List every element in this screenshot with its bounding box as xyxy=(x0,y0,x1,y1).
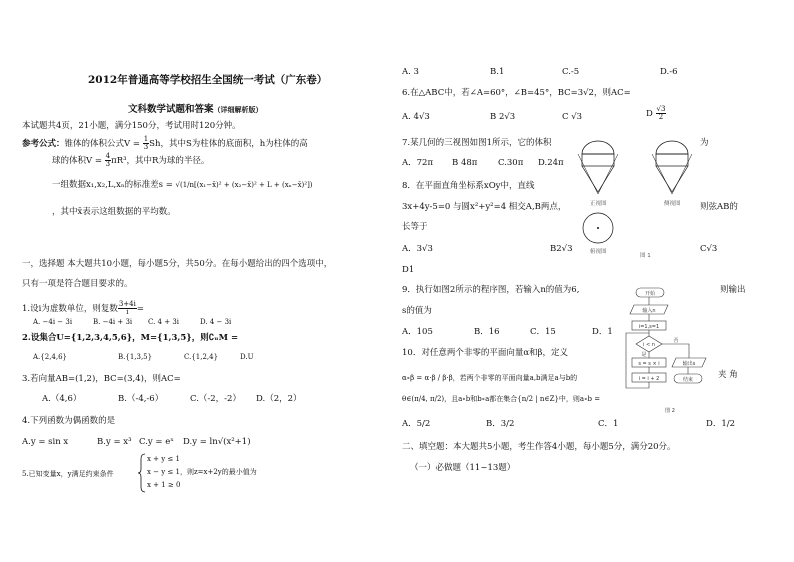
fig1-top-label: 俯视图 xyxy=(590,249,607,255)
q10-line-2: α∘β = α·β / β·β，若两个非零的平面向量a,b满足a与b的 xyxy=(402,374,578,382)
q8-line-3: 长等于 xyxy=(402,222,428,232)
intro-text: 本试题共4页，21小题，满分150分，考试用时120分钟。 xyxy=(22,121,241,131)
q5-option-b: B.1 xyxy=(490,67,505,77)
question-4: 4.下列函数为偶函数的是 xyxy=(22,416,116,426)
flow-cond: i < n xyxy=(643,342,655,348)
q1-option-b: B. −4i + 3i xyxy=(93,318,133,326)
exam-title: 2012年普通高等学校招生全国统一考试（广东卷） xyxy=(88,74,328,86)
q4-option-b: B.y = x³ xyxy=(97,437,132,447)
q7-end: 为 xyxy=(700,138,709,148)
fig1-caption: 图 1 xyxy=(640,253,651,259)
formula-std-body: √(1/n[(x₁−x̄)² + (x₂−x̄)² + L + (xₙ−x̄)²]) xyxy=(175,181,313,189)
q9-line-1: 9．执行如图2所示的程序图，若输入n的值为6, xyxy=(402,285,580,295)
formula-sphere-rest: πR³，其中R为球的半径。 xyxy=(111,156,210,166)
q2-option-a: A.{2,4,6} xyxy=(33,353,67,361)
q10-line-3: θ∈(π/4, π/2)，且a∘b和b∘a都在集合{n/2 | n∈Z}中，则a∘b = xyxy=(402,395,601,403)
q6-d-label: D xyxy=(646,109,653,119)
flow-init: i=1,s=1 xyxy=(638,324,660,330)
q8-line-2-end: 则弦AB的 xyxy=(700,202,738,212)
formula-stddev xyxy=(52,180,313,190)
q10-option-c: C．1 xyxy=(598,419,619,429)
q3-option-c: C.（-2，-2） xyxy=(190,394,241,404)
formula-cone xyxy=(22,136,308,151)
figure-2-flowchart xyxy=(620,284,720,418)
fig2-caption: 图 2 xyxy=(665,408,675,414)
q10-line-2-end: 夹 角 xyxy=(718,370,738,380)
question-1 xyxy=(22,301,144,316)
q7-option-b: B 48π xyxy=(452,158,478,168)
formula-sphere-frac: $\frac{4}{3}$ xyxy=(105,152,111,168)
question-5: 5.已知变量x，y满足约束条件 xyxy=(22,470,114,478)
q4-option-c: C.y = eˣ xyxy=(139,437,174,447)
q5-constraint-2: x − y ≤ 1，则z=x+2y的最小值为 xyxy=(147,468,257,476)
figure-1-three-views xyxy=(570,134,710,260)
flow-step2: i = i + 2 xyxy=(638,376,660,382)
q5-brace-icon xyxy=(138,453,146,493)
q8-option-d: D1 xyxy=(402,265,415,275)
formula-label: 参考公式： xyxy=(22,139,65,149)
flow-yes: 是 xyxy=(641,352,647,358)
section1-heading-l1: 一，选择题 本大题共10小题，每小题5分，共50分。在每小题给出的四个选项中， xyxy=(22,259,333,269)
formula-std-pre: 一组数据x₁,x₂,L,xₙ的标准差s = xyxy=(52,180,176,190)
exam-subtitle xyxy=(128,104,263,115)
q1-option-c: C. 4 + 3i xyxy=(148,318,180,326)
section2-subheading: （一）必做题（11~13题） xyxy=(410,463,516,473)
q3-option-b: B.（-4,-6） xyxy=(118,394,164,404)
q5-option-a: A. 3 xyxy=(402,67,419,77)
top-view-icon xyxy=(583,213,613,243)
q2-option-b: B.{1,3,5} xyxy=(118,353,153,361)
q10-line-1: 10．对任意两个非零的平面向量α和β，定义 xyxy=(402,348,568,358)
q5-constraint-3: x + 1 ≥ 0 xyxy=(147,481,181,489)
q5-constraint-1: x + y ≤ 1 xyxy=(147,455,180,463)
formula-cone-rest: Sh，其中S为柱体的底面积，h为柱体的高 xyxy=(149,139,308,149)
q5-option-c: C.-5 xyxy=(562,67,580,77)
q8-line-1: 8．在平面直角坐标系xOy中，直线 xyxy=(402,181,535,191)
formula-sphere xyxy=(52,153,209,168)
formula-sphere-pre: 球的体积V = xyxy=(52,156,105,166)
q10-option-a: A．5/2 xyxy=(402,419,431,429)
q10-option-b: B．3/2 xyxy=(486,419,515,429)
q3-option-a: A.（4,6） xyxy=(42,394,82,404)
q9-line-2: s的值为 xyxy=(402,306,432,316)
q8-option-b: B2√3 xyxy=(550,244,573,254)
q9-option-c: C．15 xyxy=(530,327,556,337)
subtitle-note: （详细解析版） xyxy=(213,105,263,114)
q5-option-d: D.-6 xyxy=(660,67,678,77)
q1-text: 1.设i为虚数单位，则复数 xyxy=(22,304,118,314)
q7-option-a: A．72π xyxy=(402,158,434,168)
q6-option-a: A. 4√3 xyxy=(402,112,430,122)
flow-end: 结束 xyxy=(682,377,694,383)
q6-option-b: B 2√3 xyxy=(490,112,516,122)
q6-d-frac: $\frac{√3}{2}$ xyxy=(656,105,666,121)
question-7: 7.某几何的三视图如图1所示，它的体积 xyxy=(402,138,552,148)
q9-option-a: A．105 xyxy=(402,327,433,337)
q2-option-c: C.{1,2,4} xyxy=(184,353,219,361)
front-view-icon xyxy=(578,141,618,194)
q1-frac: $\frac{3+4i}{i}$ xyxy=(118,300,136,316)
flow-input: 输入n xyxy=(642,308,656,314)
q1-option-a: A. −4i − 3i xyxy=(33,318,73,326)
q2-option-d: D.U xyxy=(240,353,254,361)
q9-option-d: D．1 xyxy=(592,327,613,337)
q3-option-d: D.（2，2） xyxy=(256,394,302,404)
q4-option-d: D.y = ln√(x²+1) xyxy=(183,437,251,447)
section2-heading: 二、填空题：本大题共5小题，考生作答4小题，每小题5分，满分20分。 xyxy=(402,442,676,452)
q6-option-d xyxy=(646,106,666,121)
q8-option-c: C√3 xyxy=(700,244,718,254)
flow-start: 开始 xyxy=(644,291,656,297)
q9-line-1-end: 则输出 xyxy=(720,285,746,295)
flow-no: 否 xyxy=(673,338,679,344)
subtitle-main: 文科数学试题和答案 xyxy=(128,104,214,115)
fig1-front-label: 正视图 xyxy=(590,201,607,207)
formula-mean: ，其中x̄表示这组数据的平均数。 xyxy=(52,207,176,217)
side-view-icon xyxy=(652,141,692,194)
fig1-side-label: 侧视图 xyxy=(664,201,681,207)
q1-option-d: D. 4 − 3i xyxy=(200,318,232,326)
q10-option-d: D．1/2 xyxy=(706,419,735,429)
formula-cone-pre: 锥体的体积公式V = xyxy=(64,139,143,149)
question-6: 6.在△ABC中，若∠A=60°，∠B=45°，BC=3√2，则AC= xyxy=(402,88,631,98)
formula-cone-frac: $\frac{1}{3}$ xyxy=(143,135,149,151)
q6-option-c: C √3 xyxy=(562,112,583,122)
question-2: 2.设集合U={1,2,3,4,5,6}，M={1,3,5}，则∁ᵤM = xyxy=(22,333,239,343)
question-3: 3.若向量AB=(1,2)，BC=(3,4)，则AC= xyxy=(22,374,181,384)
q9-option-b: B．16 xyxy=(474,327,500,337)
q7-option-d: D.24π xyxy=(538,158,564,168)
q4-option-a: A.y = sin x xyxy=(22,437,69,447)
section1-heading-l2: 只有一项是符合题目要求的。 xyxy=(22,279,133,289)
flow-step1: s = s × i xyxy=(638,361,660,367)
q7-option-c: C.30π xyxy=(498,158,524,168)
q1-end: = xyxy=(136,304,144,314)
flow-output: 输出s xyxy=(682,361,696,367)
q8-option-a: A．3√3 xyxy=(402,244,433,254)
q8-line-2: 3x+4y-5=0 与圆x²+y²=4 相交A,B两点， xyxy=(402,202,567,212)
